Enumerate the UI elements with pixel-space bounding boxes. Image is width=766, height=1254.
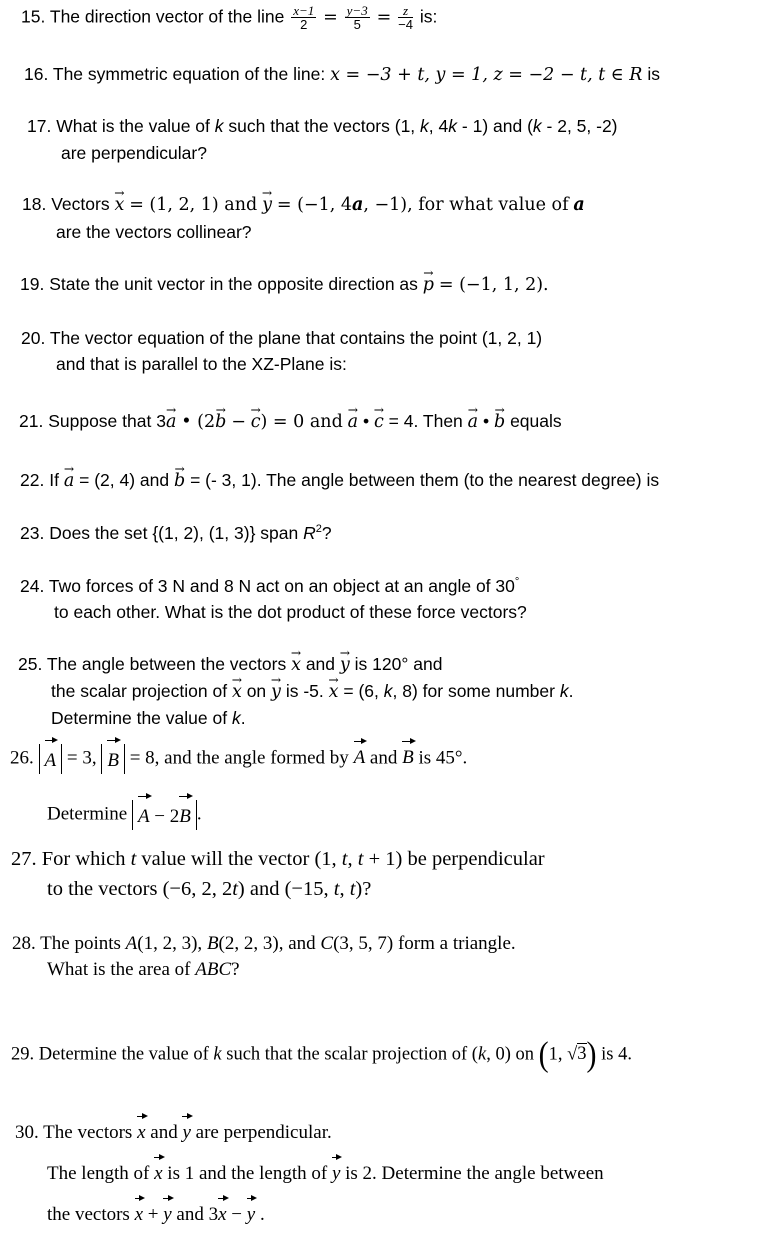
question-number: 19.	[20, 274, 45, 294]
question-20-line-2: and that is parallel to the XZ-Plane is:	[56, 354, 347, 374]
sqrt-symbol: √	[567, 1044, 578, 1065]
vector-x: x →	[114, 195, 124, 215]
question-30: 30. The vectors x and y are perpendicular.	[15, 1122, 332, 1143]
question-number: 16.	[24, 64, 49, 84]
question-17-line-2: are perpendicular?	[61, 143, 207, 163]
question-28-line-2: What is the area of ABC?	[47, 959, 240, 980]
question-16: 16. The symmetric equation of the line: x = −3 + t, y = 1, z = −2 − t, t ∈ R is	[24, 64, 661, 85]
question-23: 23. Does the set {(1, 2), (1, 3)} span $R^2$?	[20, 523, 332, 543]
vector-p: p →	[423, 275, 434, 295]
question-number: 26.	[10, 747, 34, 769]
question-28: 28. The points A(1, 2, 3), B(2, 2, 3), and C(3, 5, 7) form a triangle.	[12, 933, 516, 954]
question-number: 22.	[20, 470, 45, 490]
question-number: 29.	[11, 1044, 35, 1065]
question-26: 26. A = 3, B = 8, and the angle formed by A and B is 45°.	[10, 744, 467, 774]
question-24: 24. Two forces of 3 N and 8 N act on an object at an angle of 30°	[20, 576, 520, 596]
question-29: 29. Determine the value of k such that the scalar projection of (k, 0) on (1, √3) is 4.	[11, 1035, 632, 1074]
question-27: 27. For which t value will the vector (1, t, t + 1) be perpendicular	[11, 848, 545, 870]
question-number: 18.	[22, 194, 47, 214]
line-equation: x = −3 + t, y = 1, z = −2 − t, t ∈ R	[330, 65, 643, 85]
question-22: 22. If a → = (2, 4) and b → = (- 3, 1). The angle between them (to the nearest degree) is	[20, 470, 659, 491]
question-25-line-3: Determine the value of k.	[51, 708, 246, 728]
question-number: 30.	[15, 1122, 39, 1143]
question-17: 17. What is the value of k such that the vectors (1, k, 4k - 1) and (k - 2, 5, -2)	[27, 116, 618, 136]
question-20: 20. The vector equation of the plane that contains the point (1, 2, 1)	[21, 328, 543, 348]
question-number: 28.	[12, 933, 36, 954]
question-text: The direction vector of the line	[49, 6, 285, 27]
question-27-line-2: to the vectors (−6, 2, 2t) and (−15, t, t)?	[47, 878, 372, 900]
question-30-line-2: The length of x is 1 and the length of y is 2. Determine the angle between	[47, 1163, 604, 1184]
question-24-line-2: to each other. What is the dot product of these force vectors?	[54, 602, 527, 622]
fraction-y: $\frac{y-3}{5}$	[346, 3, 368, 32]
question-number: 23.	[20, 523, 45, 543]
question-number: 24.	[20, 576, 45, 596]
question-number: 27.	[11, 848, 37, 870]
question-21: 21. Suppose that 3a → • (2b → − c →) = 0 and a → • c → = 4. Then a → • b → equals	[19, 411, 562, 432]
question-number: 15.	[21, 6, 46, 27]
question-26-line-2: Determine A − 2B .	[47, 800, 202, 830]
fraction-z: $\frac{z}{-4}$	[398, 3, 413, 32]
fraction-x: $\frac{x-1}{2}$	[293, 3, 315, 32]
question-number: 25.	[18, 654, 43, 674]
question-18-line-2: are the vectors collinear?	[56, 222, 252, 242]
question-number: 20.	[21, 328, 46, 348]
question-number: 17.	[27, 116, 52, 136]
vector-y: y →	[262, 195, 272, 215]
question-15: 15. The direction vector of the line $\frac{x-1}{2}$ = $\frac{y-3}{5}$ = $\frac{z}{-4}$ is:	[21, 3, 438, 32]
question-25-line-2: the scalar projection of x → on y → is -5. x → = (6, k, 8) for some number k.	[51, 681, 573, 702]
question-number: 21.	[19, 411, 44, 431]
question-30-line-3: the vectors x + y and 3x − y .	[47, 1204, 265, 1225]
question-25: 25. The angle between the vectors x → and y → is 120° and	[18, 654, 442, 675]
question-19: 19. State the unit vector in the opposite direction as p → = (−1, 1, 2).	[20, 274, 549, 295]
question-text: The symmetric equation of the line:	[52, 64, 326, 84]
question-18: 18. Vectors x → = (1, 2, 1) and y → = (−1, 4a, −1), for what value of a	[22, 194, 585, 215]
